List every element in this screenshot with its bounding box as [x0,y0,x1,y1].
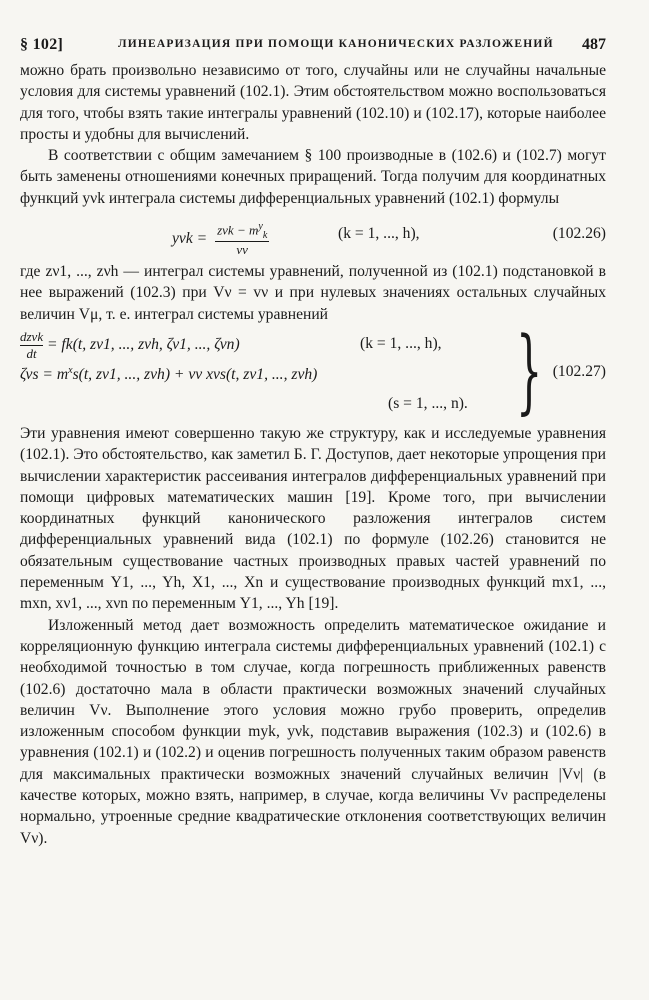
formula-denominator: vν [236,242,248,257]
equation-number: (102.27) [552,362,606,380]
right-brace-icon: } [516,316,543,424]
paragraph-2: В соответствии с общим замечанием § 100 производные в (102.6) и (102.7) могут быть заменены отношениями конечных приращений. Тогда получим для координатных функций yνk интеграла системы дифференциальных уравнений (102.1) формулы [20,147,606,207]
page-number: 487 [582,36,606,53]
system-line-2: $\zeta\nu s = m^xs(t$, zν1, ..., zνh) + vν xνs(t, zν1, ..., zνh) [20,364,318,384]
system-line-1-condition: (k = 1, ..., h), [360,334,442,352]
formula-102-26 [20,211,606,255]
derivative-fraction: dzνk dt [20,328,44,361]
running-header [20,36,606,60]
system-line-1: dzνk dt = fk(t, zν1, ..., zνh, ζν1, ..., ζνn) [20,328,240,361]
paragraph-3: где zν1, ..., zνh — интеграл системы уравнений, полученной из (102.1) подстановкой в нее выражений (102.3) при Vν = vν и при нулевых значениях остальных случайных величин Vμ, т. е. интеграл системы уравнений [20,263,606,323]
formula-expression [172,221,269,258]
formula-fraction [215,221,269,258]
book-page [20,36,606,849]
equation-system-102-27 [20,316,606,424]
formula-condition: (k = 1, ..., h), [338,225,420,243]
paragraph-1: можно брать произвольно независимо от того, случайны или не случайны начальные условия для системы уравнений (102.1). Этим обстоятельством можно воспользоваться для того, чтобы взять такие интегралы уравнений (102.10) и (102.17), которые наиболее просты и удобны для вычислений. [20,62,606,143]
paragraph-5: Изложенный метод дает возможность определить математическое ожидание и корреляционную функцию интеграла системы дифференциальных уравнений (102.1) с необходимой точностью в том случае, когда погрешность приближенных равенств (102.6) достаточно мала в области практически возможных значений случайных величин Vν. Выполнение этого условия можно грубо проверить, определив изложенным способом функции myk, yνk, подставив выражения (102.3) и (102.6) в уравнения (102.1) и (102.2) и оценив погрешность полученных таким образом равенств для максимальных практически возможных значений случайных величин |Vν| (в качестве которых, можно взять, например, в случае, когда величины Vν распределены нормально, утроенные средние квадратические отклонения соответствующих величин Vν). [20,616,606,847]
section-marker: § 102] [20,36,64,53]
paragraph-4: Эти уравнения имеют совершенно такую же структуру, как и исследуемые уравнения (102.1). Это обстоятельство, как заметил Б. Г. Доступов, дает некоторые упрощения при вычислении характеристик рассеивания интегралов дифференциальных уравнений при помощи цифровых математических машин [19]. Кроме того, при вычислении координатных функций канонического разложения интегралов систем дифференциальных уравнений вида (102.1) по формуле (102.26) становится не обязательным существование частных производных правых частей уравнений по переменным Y1, ..., Yh, X1, ..., Xn и существование производных функций mx1, ..., mxn, xν1, ..., xνn по переменным Y1, ..., Yh [19]. [20,424,606,613]
system-line-3-condition: (s = 1, ..., n). [388,394,468,412]
equation-number: (102.26) [552,225,606,243]
formula-lhs: yνk = [172,230,208,248]
running-title: ЛИНЕАРИЗАЦИЯ ПРИ ПОМОЩИ КАНОНИЧЕСКИХ РАЗЛОЖЕНИЙ [118,38,554,50]
formula-numerator: $z\nu k - m^y_k$ [217,221,268,241]
